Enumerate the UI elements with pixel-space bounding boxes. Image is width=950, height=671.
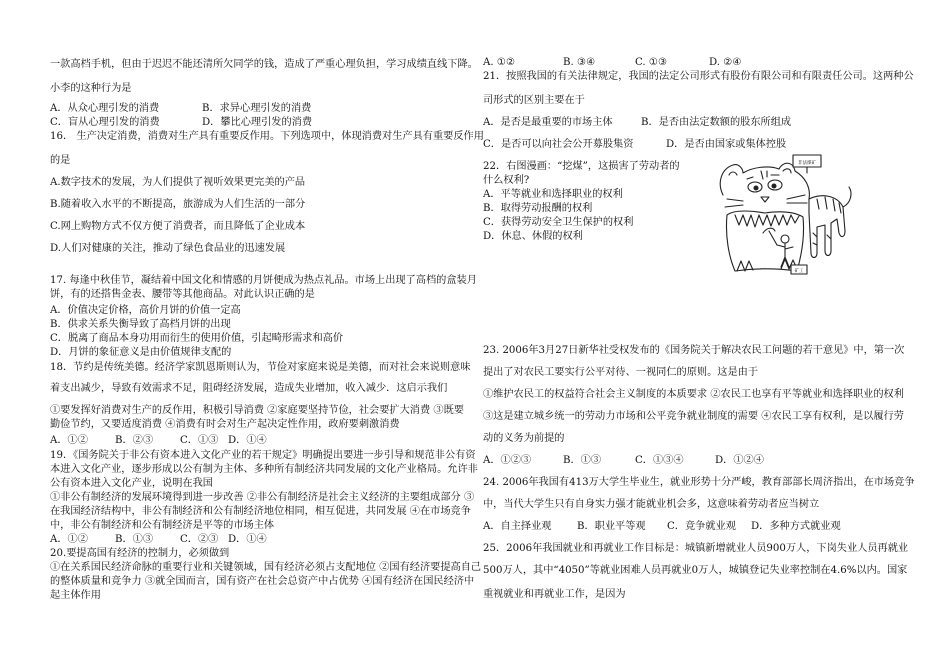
q16-option-b: B.随着收入水平的不断提高，旅游成为人们生活的一部分	[50, 199, 306, 210]
q21-stem-tail: 司形式的区别主要在于	[483, 95, 585, 106]
q20-option-a: A. ①②	[483, 57, 516, 68]
q20-items-line2: 的整体质量和竞争力 ③就全国而言，国有资产在社会总资产中占优势 ④国有经济在国民经济中	[50, 576, 475, 587]
q21-option-c: C．是否可以向社会公开募股集资	[483, 139, 634, 150]
q22-option-c: C．获得劳动安全卫生保护的权利	[483, 217, 634, 228]
q18-option-d: D．①④	[228, 435, 267, 446]
q18-stem-tail: 着支出减少，导致有效需求不足，阻碍经济发展，造成失业增加，收入减少．这启示我们	[50, 383, 448, 394]
q20-option-c: C. ①③	[635, 57, 668, 68]
q22-option-b: B．取得劳动报酬的权利	[483, 203, 593, 214]
q21-option-a: A．是否是最重要的市场主体	[483, 117, 613, 128]
q15-option-a: A．从众心理引发的消费	[50, 103, 160, 114]
q15-option-c: C．盲从心理引发的消费	[50, 117, 160, 128]
q20-items-line1: ①在关系国民经济命脉的重要行业和关键领域，国有经济必须占支配地位 ②国有经济要提高自己	[50, 562, 482, 573]
q20-option-b: B. ③④	[563, 57, 596, 68]
q18-items-line2: 勤俭节约，又要适度消费 ④消费有时会对生产起决定性作用，政府要刺激消费	[50, 419, 400, 430]
cartoon-drawing	[713, 153, 853, 291]
q25-stem: 25．2006年我国就业和再就业工作目标是：城镇新增就业人员900万人，下岗失业人员再就业	[483, 543, 909, 554]
q18-items-line1: ①要发挥好消费对生产的反作用，积极引导消费 ②家庭要坚持节俭，社会要扩大消费 ③既要	[50, 405, 464, 416]
q23-items-line1: ①维护农民工的权益符合社会主义制度的本质要求 ②农民工也享有平等就业和选择职业的权利	[483, 389, 904, 400]
q16-option-c: C.网上购物方式不仅方便了消费者，而且降低了企业成本	[50, 221, 306, 232]
q20-items-line3: 起主体作用	[50, 590, 101, 601]
q18-option-c: C．①③	[180, 435, 219, 446]
q22-option-a: A．平等就业和选择职业的权利	[483, 189, 623, 200]
q17-stem-tail: 饼，有的还搭售金表、腰带等其他商品。对此认识正确的是	[50, 289, 315, 300]
q23-stem: 23. 2006年3月27日新华社受权发布的《国务院关于解决农民工问题的若干意见》中，第一次	[483, 345, 905, 356]
q19-stem-line2: 本进入文化产业，逐步形成以公有制为主体、多种所有制经济共同发展的文化产业格局。允许非	[50, 464, 478, 475]
q24-option-c: C．竞争就业观	[667, 521, 736, 532]
q15-option-b: B．求异心理引发的消费	[202, 103, 312, 114]
q24-stem-tail: 中，当代大学生只有自身实力强才能就业机会多，这意味着劳动者应当树立	[483, 499, 820, 510]
q19-stem-line3: 公有资本进入文化产业，说明在我国	[50, 478, 213, 489]
q22-stem: 22．右图漫画：“挖煤”，这损害了劳动者的	[483, 161, 680, 172]
q23-option-a: A．①②③	[483, 455, 532, 466]
q21-option-b: B．是否由法定数额的股东所组成	[641, 117, 792, 128]
q17-option-c: C．脱离了商品本身功用而衍生的使用价值，引起畸形需求和高价	[50, 333, 344, 344]
q24-option-d: D．多种方式就业观	[751, 521, 841, 532]
cartoon-miner-label: 矿工	[794, 269, 804, 274]
q24-option-a: A．自主择业观	[483, 521, 552, 532]
q19-items-line3: 中，非公有制经济和公有制经济是平等的市场主体	[50, 520, 275, 531]
q17-option-b: B．供求关系失衡导致了高档月饼的出现	[50, 319, 231, 330]
q17-option-d: D．月饼的象征意义是由价值规律支配的	[50, 347, 232, 358]
q25-stem-line3: 重视就业和再就业工作，是因为	[483, 589, 626, 600]
q16-stem-tail: 的是	[50, 155, 71, 166]
q19-option-a: A．①②	[50, 534, 88, 545]
q19-option-d: D．①④	[228, 534, 267, 545]
q24-option-b: B．职业平等观	[577, 521, 646, 532]
q23-items-line2: ③这是建立城乡统一的劳动力市场和公平竞争就业制度的需要 ④农民工享有权利，是以履行劳	[483, 411, 904, 422]
q21-stem: 21．按照我国的有关法律规定，我国的法定公司形式有股份有限公司和有限责任公司。这两种公	[483, 71, 914, 82]
q18-option-a: A．①②	[50, 435, 88, 446]
q20-stem: 20.要提高国有经济的控制力，必须做到	[50, 548, 230, 559]
q16-option-d: D.人们对健康的关注，推动了绿色食品业的迅速发展	[50, 243, 286, 254]
q19-stem: 19．《国务院关于非公有资本进入文化产业的若干规定》明确提出要进一步引导和规范非公有资	[50, 450, 476, 461]
q16-option-a: A.数字技术的发展，为人们提供了视听效果更完美的产品	[50, 177, 306, 188]
q15-question: 小李的这种行为是	[50, 83, 132, 94]
q19-option-c: C．②③	[180, 534, 219, 545]
q25-stem-line2: 500万人，其中“4050”等就业困难人员再就业0万人，城镇登记失业率控制在4.6%以内。国家	[483, 565, 908, 576]
q23-option-c: C．①③④	[635, 455, 684, 466]
q16-stem: 16． 生产决定消费，消费对生产具有重要反作用。下列选项中，体现消费对生产具有重要反作用	[50, 131, 484, 142]
q15-stem-tail: 一款高档手机，但由于迟迟不能还清所欠同学的钱，造成了严重心理负担，学习成绩直线下降。	[50, 59, 478, 70]
q22-stem-tail: 什么权利?	[483, 175, 530, 186]
q19-items-line1: ①非公有制经济的发展环境得到进一步改善 ②非公有制经济是社会主义经济的主要组成部分 ③	[50, 492, 475, 503]
q18-option-b: B．②③	[115, 435, 154, 446]
q23-items-line3: 动的义务为前提的	[483, 433, 565, 444]
q19-items-line2: 在我国经济结构中，非公有制经济和公有制经济地位相同，相互促进，共同发展 ④在市场竞争	[50, 506, 471, 517]
q15-option-d: D．攀比心理引发的消费	[202, 117, 313, 128]
q24-stem: 24. 2006年我国有413万大学生毕业生，就业形势十分严峻，教育部部长周济指出，在市场竞争	[483, 477, 915, 488]
q18-stem: 18．节约是传统美德。经济学家凯恩斯则认为，节俭对家庭来说是美德，而对社会来说则意味	[50, 362, 471, 373]
q20-option-d: D. ②④	[709, 57, 742, 68]
coal-mine-tiger-cartoon	[713, 153, 853, 291]
q23-stem-tail: 提出了对农民工要实行公平对待、一视同仁的原则。这是由于	[483, 367, 759, 378]
cartoon-sign-text: 非法煤矿	[798, 161, 816, 166]
q23-option-b: B．①③	[563, 455, 602, 466]
q17-stem: 17. 每逢中秋佳节，凝结着中国文化和情感的月饼便成为热点礼品。市场上出现了高档的盒装月	[50, 275, 477, 286]
q23-option-d: D．①②④	[715, 455, 764, 466]
q17-option-a: A．价值决定价格，高价月饼的价值一定高	[50, 305, 241, 316]
q19-option-b: B．①③	[115, 534, 154, 545]
q21-option-d: D．是否由国家或集体控股	[666, 139, 787, 150]
q22-option-d: D．休息、休假的权利	[483, 231, 583, 242]
